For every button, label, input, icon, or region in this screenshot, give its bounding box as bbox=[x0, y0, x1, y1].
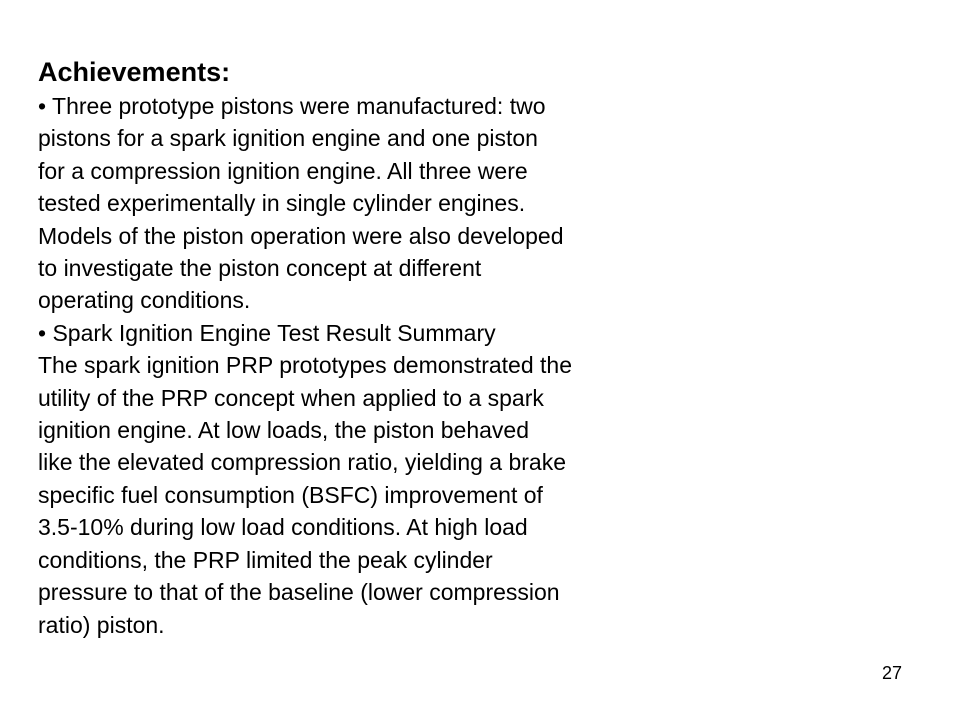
body-line-9: The spark ignition PRP prototypes demonstrated the bbox=[38, 352, 572, 379]
body-line-3: for a compression ignition engine. All three were bbox=[38, 157, 528, 184]
body-line-1: • Three prototype pistons were manufactured: two bbox=[38, 93, 546, 119]
body-line-14: 3.5-10% during low load conditions. At high load bbox=[38, 514, 528, 541]
body-line-11: ignition engine. At low loads, the piston behaved bbox=[38, 417, 530, 444]
body-line-12: like the elevated compression ratio, yielding a brake bbox=[38, 449, 567, 476]
body-line-5: Models of the piston operation were also developed bbox=[38, 222, 564, 249]
body-line-2: pistons for a spark ignition engine and one piston bbox=[38, 125, 538, 152]
body-line-10: utility of the PRP concept when applied to a spark bbox=[38, 384, 544, 411]
body-line-13: specific fuel consumption (BSFC) improvement of bbox=[38, 481, 543, 508]
body-line-7: operating conditions. bbox=[38, 287, 251, 314]
body-line-4: tested experimentally in single cylinder engines. bbox=[38, 190, 526, 217]
body-line-8: • Spark Ignition Engine Test Result Summary bbox=[38, 319, 496, 346]
body-line-16: pressure to that of the baseline (lower compression bbox=[38, 579, 560, 606]
body-line-17: ratio) piston. bbox=[38, 611, 165, 638]
slide-body bbox=[38, 54, 718, 641]
page-number: 27 bbox=[882, 663, 903, 683]
slide-heading: Achievements: bbox=[38, 57, 231, 87]
body-line-15: conditions, the PRP limited the peak cylinder bbox=[38, 546, 493, 573]
body-line-6: to investigate the piston concept at different bbox=[38, 255, 482, 282]
